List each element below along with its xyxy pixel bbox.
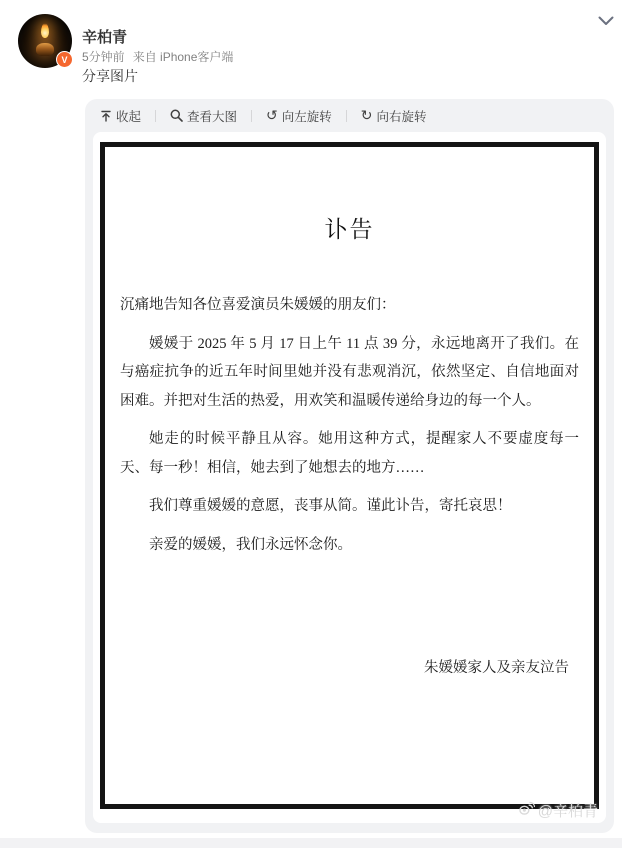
post-meta <box>82 48 233 65</box>
view-large-button[interactable] <box>170 107 237 125</box>
obituary-paragraph: 我们尊重媛媛的意愿，丧事从简。谨此讣告，寄托哀思！ <box>149 498 512 514</box>
chevron-down-icon[interactable] <box>598 13 614 31</box>
obituary-image[interactable] <box>93 132 606 823</box>
view-large-label: 查看大图 <box>187 109 238 124</box>
obituary-signature: 朱媛媛家人及亲友泣告 <box>424 660 569 676</box>
obituary-title: 讣告 <box>324 217 375 242</box>
image-panel <box>85 99 614 833</box>
post-text: 分享图片 <box>82 68 138 84</box>
toolbar-divider <box>155 110 156 122</box>
obituary-frame <box>100 142 599 809</box>
magnifier-icon <box>170 109 183 122</box>
post-time: 5分钟前 <box>82 50 125 64</box>
author-name[interactable]: 辛柏青 <box>82 29 128 46</box>
rotate-left-button[interactable] <box>266 107 332 125</box>
post-source: 来自 iPhone客户端 <box>132 50 234 64</box>
rotate-left-label: 向左旋转 <box>281 109 332 124</box>
candle-flame-icon <box>41 23 49 38</box>
candle-body-icon <box>36 43 54 56</box>
rotate-right-button[interactable] <box>361 107 427 125</box>
toolbar-divider <box>346 110 347 122</box>
collapse-button[interactable] <box>100 107 141 125</box>
verified-badge-icon: V <box>56 51 73 68</box>
rotate-right-icon: ↻ <box>360 107 373 124</box>
obituary-paragraph: 她走的时候平静且从容。她用这种方式，提醒家人不要虚度每一天、每一秒！相信，她去到了她想去的地方…… <box>120 431 579 476</box>
next-section-divider <box>0 838 622 848</box>
obituary-salutation: 沉痛地告知各位喜爱演员朱媛媛的朋友们： <box>120 297 396 313</box>
watermark-handle: @辛柏青 <box>537 803 598 820</box>
obituary-document <box>105 147 594 804</box>
collapse-label: 收起 <box>116 109 142 124</box>
rotate-right-label: 向右旋转 <box>376 109 427 124</box>
obituary-paragraph: 媛媛于 2025 年 5 月 17 日上午 11 点 39 分，永远地离开了我们。在与癌症抗争的近五年时间里她并没有悲观消沉，依然坚定、自信地面对困难。并把对生活的热爱，用欢笑和温暖传递给身边的每一个人。 <box>120 335 579 409</box>
collapse-icon <box>100 110 112 122</box>
toolbar-divider <box>251 110 252 122</box>
image-toolbar <box>85 99 614 132</box>
obituary-paragraph: 亲爱的媛媛，我们永远怀念你。 <box>149 536 352 553</box>
rotate-left-icon: ↺ <box>266 107 278 124</box>
